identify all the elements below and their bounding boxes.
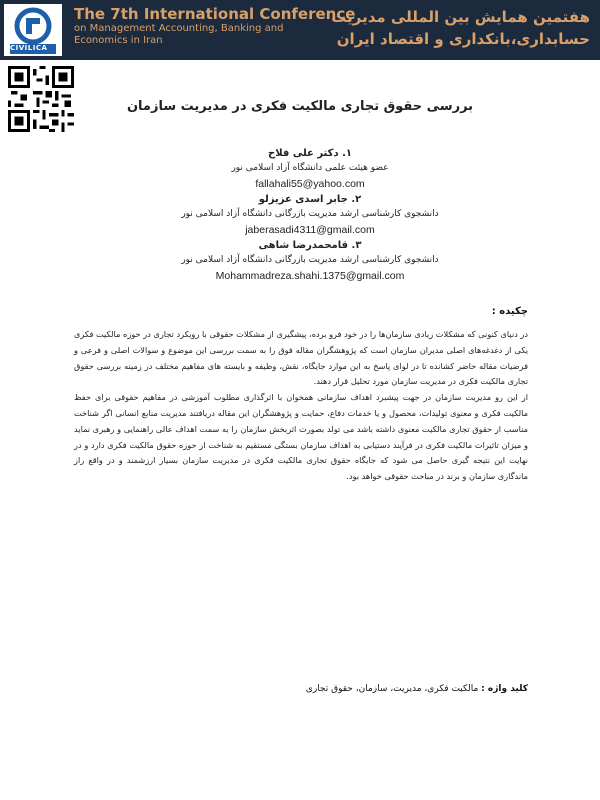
author-entry bbox=[140, 146, 480, 192]
author-entry bbox=[140, 238, 480, 284]
english-conference-title bbox=[74, 5, 356, 47]
persian-conference-title bbox=[290, 6, 590, 50]
abstract-heading: چکیده : bbox=[491, 306, 528, 317]
abstract-paragraph: در دنیای کنونی که مشکلات زیادی سازمان‌ها را در خود فرو برده، پیشگیری از مشکلات حقوقی با رویکرد تجاری در حوزه مالکیت فکری یکی از دغدغه‌های اصلی مدیران سازمان است که پژوهشگران مقاله فوق را به سمت بررسی این موضوع و سوالات اصلی و فرعی و فرضیات مقاله حاضر کشانده تا در لوای پاسخ به این موارد جایگاه، نقش، وظیفه و بایسته های مفاهیم مختلف در زمینه بررسی حقوق تجاری مالکیت فکری در مدیریت سازمان مورد تحلیل قرار دهند. bbox=[74, 329, 528, 387]
english-title-line-1: The 7th International Conference bbox=[74, 5, 356, 23]
author-affiliation: دانشجوی کارشناسی ارشد مدیریت بازرگانی دانشگاه آزاد اسلامی نور bbox=[181, 255, 439, 265]
abstract-body bbox=[74, 327, 528, 485]
english-title-line-3: Economics in Iran bbox=[74, 35, 163, 46]
author-affiliation: عضو هیئت علمی دانشگاه آزاد اسلامی نور bbox=[231, 163, 389, 173]
abstract-paragraph: از این رو مدیریت سازمان در جهت پیشبرد اهداف سازمانی همخوان با اثرگذاری مطلوب آموزشی در مفاهیم حقوقی برای حفظ مالکیت فکری و معنوی تولیدات، محصول و یا خدمات دفاع، حمایت و پژوهشگران این مقاله دریافتند مدیریت منابع انسانی اگر شناخت مناسب از حقوق تجاری مالکیت معنوی داشته باشد می تولد بصورت اثربخش سازمان را به سمت اهداف عالی راهنمایی و رهبری نماید و میزان تاثیرات مالکیت فکری در فرآیند دستیابی به اهداف سازمان بستگی مستقیم به شناخت از حوزه حقوق مالکیت فکری دارد و در نهایت این نتیجه گیری حاصل می شود که جایگاه حقوق تجاری مالکیت فکری در مدیریت سازمان بسیار ارزشمند و در واقع راز ماندگاری سازمان و برند در مباحث حقوقی خواهد بود. bbox=[74, 392, 528, 482]
conference-banner bbox=[0, 0, 600, 60]
keywords-label: کلید واژه : bbox=[481, 684, 528, 694]
author-email[interactable]: Mohammadreza.shahi.1375@gmail.com bbox=[215, 270, 405, 282]
english-title-line-2: on Management Accounting, Banking and bbox=[74, 23, 284, 34]
persian-title-line-2: حسابداری،بانکداری و اقتصاد ایران bbox=[336, 30, 590, 48]
author-name: ۲. جابر اسدی عزیزلو bbox=[258, 194, 362, 205]
author-email[interactable]: jaberasadi4311@gmail.com bbox=[245, 224, 375, 236]
author-block bbox=[140, 146, 480, 284]
author-affiliation: دانشجوی کارشناسی ارشد مدیریت بازرگانی دانشگاه آزاد اسلامی نور bbox=[181, 209, 439, 219]
author-email[interactable]: fallahali55@yahoo.com bbox=[255, 178, 365, 190]
logo-text: CIVILICA bbox=[10, 44, 48, 52]
author-name: ۳. قامحمدرضا شاهی bbox=[258, 240, 362, 251]
keywords-line bbox=[68, 684, 528, 694]
persian-title-line-1: هفتمین همایش بین المللی مدیریت bbox=[331, 8, 590, 26]
author-entry bbox=[140, 192, 480, 238]
paper-title: بررسی حقوق تجاری مالکیت فکری در مدیریت سازمان bbox=[126, 99, 474, 114]
keywords-text: مالکیت فکری، مدیریت، سازمان، حقوق تجاری bbox=[305, 684, 479, 694]
author-name: ۱. دکتر علی فلاح bbox=[268, 148, 352, 159]
